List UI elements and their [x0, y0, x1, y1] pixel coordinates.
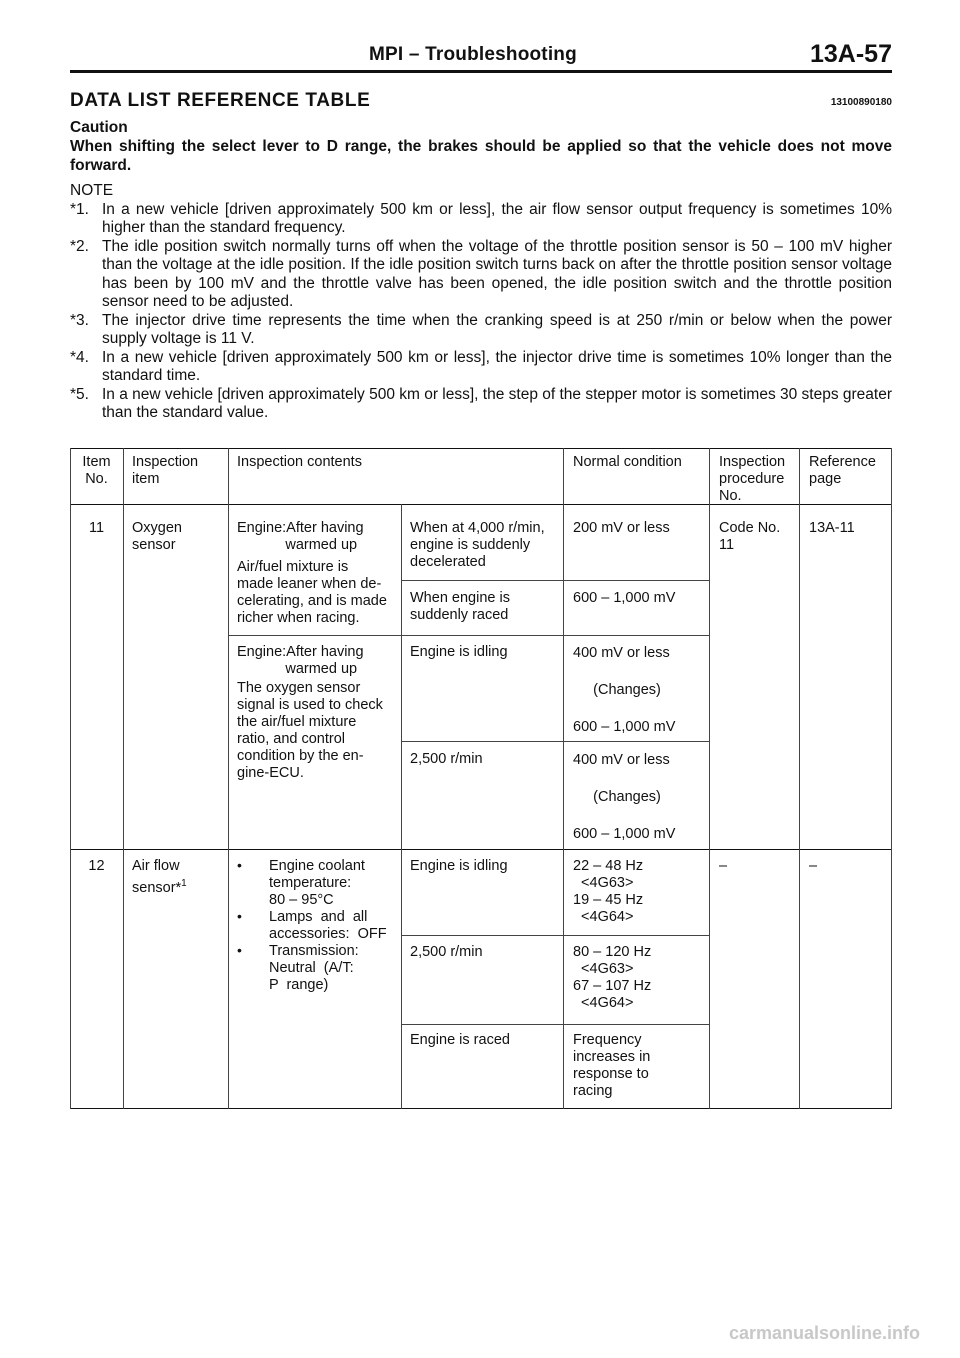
note-text: In a new vehicle [driven approximately 500 km or less], the step of the stepper motor is sometimes 30 steps greater than the standard value.: [102, 385, 893, 421]
row12-condition-2: Lamps and all accessories: OFF: [269, 909, 387, 942]
row12-sub1-normal: 22 – 48 Hz <4G63> 19 – 45 Hz <4G64>: [573, 858, 644, 925]
header-title: MPI – Troubleshooting: [369, 44, 577, 65]
note-marker: *4.: [70, 348, 89, 366]
note-item: [70, 238, 892, 312]
note-marker: *3.: [70, 311, 89, 329]
row11-sub3-condition: Engine is idling: [410, 644, 508, 660]
column-divider: [709, 448, 710, 1109]
note-text: In a new vehicle [driven approximately 500 km or less], the air flow sensor output frequency is sometimes 10% higher than the standard frequency.: [102, 200, 892, 236]
row12-condition-3: Transmission: Neutral (A/T: P range): [269, 943, 359, 993]
row11-sub4-normal: 400 mV or less (Changes) 600 – 1,000 mV: [573, 752, 676, 842]
row11-sub2-condition: When engine is suddenly raced: [410, 590, 510, 623]
row12-item: [132, 858, 187, 897]
header-rule: [70, 70, 892, 73]
row12-sub1-condition: Engine is idling: [410, 858, 508, 874]
row12-sub2-normal: 80 – 120 Hz <4G63> 67 – 107 Hz <4G64>: [573, 944, 652, 1011]
page-number: 13A-57: [810, 40, 892, 68]
header-reference-page: Reference page: [809, 454, 876, 487]
header-item-no: Item No.: [82, 454, 111, 487]
row11-sub2-normal: 600 – 1,000 mV: [573, 590, 676, 606]
row11-group2-desc: The oxygen sensor signal is used to check the air/fuel mixture ratio, and control condition by the en- gine-ECU.: [237, 680, 383, 781]
column-divider: [563, 448, 564, 1109]
row-divider: [228, 635, 709, 636]
notes-label: NOTE: [70, 182, 114, 199]
row11-reference: 13A-11: [809, 520, 855, 536]
row-divider: [401, 741, 709, 742]
row12-item-footnote: 1: [181, 878, 187, 889]
row11-group1-condition: Engine:After having warmed up: [237, 520, 364, 553]
data-list-table: [70, 448, 892, 1110]
note-item: [70, 349, 892, 386]
row11-procedure: Code No. 11: [719, 520, 781, 553]
notes-block: [70, 182, 892, 423]
row11-item: Oxygen sensor: [132, 520, 182, 553]
row11-group1-desc: Air/fuel mixture is made leaner when de- celerating, and is made richer when racing.: [237, 559, 387, 626]
table-bottom-rule: [70, 1108, 892, 1109]
bullet-icon: •: [237, 908, 242, 924]
row12-item-text: Air flow sensor*: [132, 858, 182, 896]
header-inspection-item: Inspection item: [132, 454, 199, 487]
section-title: DATA LIST REFERENCE TABLE: [70, 90, 371, 111]
row12-item-no: 12: [88, 858, 105, 874]
caution-block: [70, 118, 892, 175]
column-divider: [228, 448, 229, 1109]
caution-label: Caution: [70, 119, 128, 136]
note-item: [70, 312, 892, 349]
row-divider: [401, 935, 709, 936]
note-marker: *2.: [70, 237, 89, 255]
note-text: The idle position switch normally turns off when the voltage of the throttle position sensor is 50 – 100 mV higher than the voltage at the idle position. If the idle position switch turns back on after the throttle position sensor voltage has been by 100 mV and the throttle valve has been opened, the idle position switch and the throttle position sensor need to be adjusted.: [102, 237, 892, 310]
watermark: carmanualsonline.info: [728, 1323, 920, 1343]
section-code: 13100890180: [830, 97, 892, 108]
table-top-rule: [70, 448, 892, 449]
note-item: [70, 201, 892, 238]
row12-sub3-normal: Frequency increases in response to racing: [573, 1032, 651, 1099]
note-item: [70, 386, 892, 423]
column-divider: [799, 448, 800, 1109]
column-divider: [891, 448, 892, 1109]
row12-sub2-condition: 2,500 r/min: [410, 944, 483, 960]
row12-reference: –: [809, 858, 818, 874]
row11-group2-condition: Engine:After having warmed up: [237, 644, 364, 677]
column-divider: [401, 504, 402, 1109]
bullet-icon: •: [237, 857, 242, 873]
row-divider: [401, 580, 709, 581]
row12-procedure: –: [719, 858, 728, 874]
row12-condition-1: Engine coolant temperature: 80 – 95°C: [269, 858, 365, 908]
note-text: The injector drive time represents the time when the cranking speed is at 250 r/min or below when the power supply voltage is 11 V.: [102, 311, 892, 347]
table-row-rule: [70, 849, 892, 850]
row11-sub3-normal: 400 mV or less (Changes) 600 – 1,000 mV: [573, 645, 676, 735]
row12-sub3-condition: Engine is raced: [410, 1032, 510, 1048]
row11-sub1-condition: When at 4,000 r/min, engine is suddenly decelerated: [410, 520, 545, 570]
row11-sub4-condition: 2,500 r/min: [410, 751, 483, 767]
column-divider: [123, 448, 124, 1109]
header-normal-condition: Normal condition: [573, 454, 682, 470]
note-marker: *5.: [70, 385, 89, 403]
header-inspection-contents: Inspection contents: [237, 454, 362, 470]
caution-text: When shifting the select lever to D range, the brakes should be applied so that the vehicle does not move forward.: [70, 138, 892, 174]
row11-item-no: 11: [88, 520, 105, 536]
note-text: In a new vehicle [driven approximately 500 km or less], the injector drive time is sometimes 10% longer than the standard time.: [102, 348, 892, 384]
header-procedure-no: Inspection procedure No.: [719, 454, 786, 504]
row11-sub1-normal: 200 mV or less: [573, 520, 670, 536]
note-marker: *1.: [70, 200, 89, 218]
column-divider: [70, 448, 71, 1109]
bullet-icon: •: [237, 942, 242, 958]
row-divider: [401, 1024, 709, 1025]
